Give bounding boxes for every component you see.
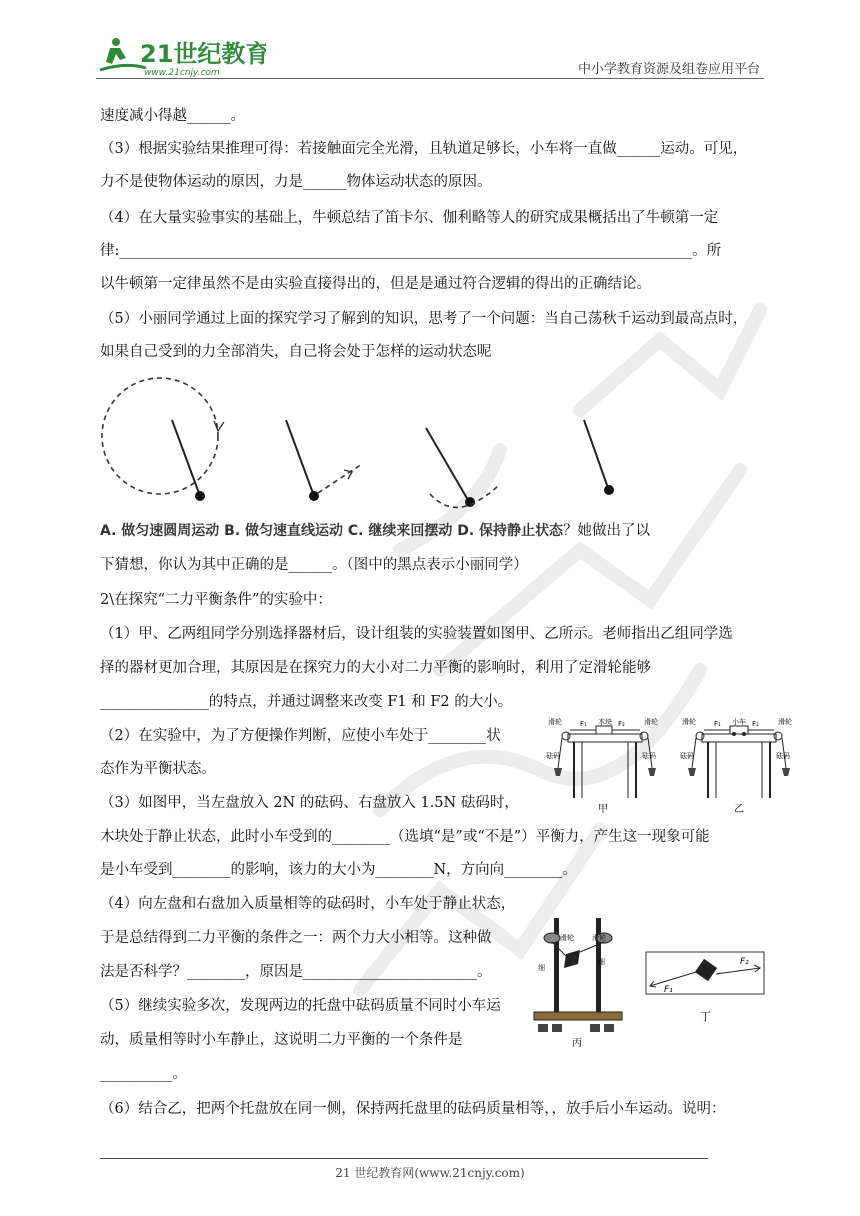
f2-label: F₂ <box>752 720 759 728</box>
footer-divider <box>100 1158 708 1159</box>
fig-yi-caption: 乙 <box>734 804 744 814</box>
logo-url: www.21cnjy.com <box>144 68 220 78</box>
figure-ding <box>644 950 768 1026</box>
f2-label: F₂ <box>618 720 625 728</box>
text-line: _______________的特点，并通过调整来改变 F1 和 F2 的大小。 <box>100 694 513 710</box>
pulley-label: 滑轮 <box>548 718 562 726</box>
pulley-label: 滑轮 <box>560 934 574 942</box>
footer-text: 21 世纪教育网(www.21cnjy.com) <box>335 1166 525 1180</box>
f1-label: F₁ <box>664 985 673 995</box>
text-line: 力不是使物体运动的原因，力是______物体运动状态的原因。 <box>100 174 492 190</box>
text-line: （5）继续实验多次，发现两边的托盘中砝码质量不同时小车运 <box>100 998 501 1014</box>
swing-question-tail: ？她做出了以 <box>563 523 651 539</box>
text-line <box>100 515 762 548</box>
text-line: 律:_______________________________________________________________________________。所 <box>100 243 722 259</box>
text-line: 于是总结得到二力平衡的条件之一：两个力大小相等。这种做 <box>100 930 492 946</box>
text-line: （2）在实验中，为了方便操作判断，应使小车处于________状 <box>100 728 501 744</box>
text-line: 速度减小得越______。 <box>100 108 245 124</box>
weight-label: 砝码 <box>680 752 694 760</box>
text-line: 择的器材更加合理，其原因是在探究力的大小对二力平衡的影响时，利用了定滑轮能够 <box>100 660 651 676</box>
fig-jia-caption: 甲 <box>598 804 608 814</box>
weight-label: 砝码 <box>642 752 656 760</box>
figure-bing <box>530 912 626 1050</box>
figure-yi <box>680 714 798 814</box>
swing-options-labels: A. 做匀速圆周运动 B. 做匀速直线运动 C. 继续来回摆动 D. 保持静止状态 <box>100 523 564 539</box>
swing-options-figure <box>100 376 660 516</box>
text-line: （1）甲、乙两组同学分别选择器材后，设计组装的实验装置如图甲、乙所示。老师指出乙组同学选 <box>100 626 733 642</box>
pulley-label: 滑轮 <box>682 718 696 726</box>
f1-label: F₁ <box>580 720 587 728</box>
text-line: 法是否科学？________，原因是________________________。 <box>100 964 492 980</box>
f1-label: F₁ <box>714 720 721 728</box>
text-line: （4）在大量实验事实的基础上，牛顿总结了笛卡尔、伽利略等人的研究成果概括出了牛顿第一定 <box>100 210 719 226</box>
block-label: 木块 <box>598 718 612 726</box>
text-line: （6）结合乙，把两个托盘放在同一侧，保持两托盘里的砝码质量相等，，放手后小车运动。说明： <box>100 1101 726 1117</box>
text-line: __________。 <box>100 1066 187 1082</box>
text-line: 是小车受到________的影响，该力的大小为________N，方向向________。 <box>100 862 577 878</box>
weight-label: 砝码 <box>546 752 560 760</box>
thread-label: 细 <box>598 958 605 966</box>
text-line: 2\在探究“二力平衡条件”的实验中： <box>100 592 332 608</box>
f2-label: F₂ <box>740 957 749 967</box>
pulley-label: 滑轮 <box>644 718 658 726</box>
site-logo <box>96 32 266 80</box>
figure-jia <box>546 714 664 814</box>
cart-label: 小车 <box>732 718 746 726</box>
fig-bing-caption: 丙 <box>572 1038 582 1049</box>
text-line: 以牛顿第一定律虽然不是由实验直接得出的，但是是通过符合逻辑的得出的正确结论。 <box>100 276 651 292</box>
logo-title: 21世纪教育 <box>140 40 266 68</box>
header-platform-name: 中小学教育资源及组卷应用平台 <box>577 62 760 77</box>
text-line: （4）向左盘和右盘加入质量相等的砝码时，小车处于静止状态， <box>100 896 516 912</box>
text-line: （3）如图甲，当左盘放入 2N 的砝码、右盘放入 1.5N 砝码时， <box>100 795 519 811</box>
text-line: （5）小丽同学通过上面的探究学习了解到的知识，思考了一个问题：当自己荡秋千运动到最高点时， <box>100 311 748 327</box>
text-line: （3）根据实验结果推理可得：若接触面完全光滑，且轨道足够长，小车将一直做______运动。可见， <box>100 141 748 157</box>
weight-label: 砝码 <box>776 752 790 760</box>
pulley-label: 滑轮 <box>778 718 792 726</box>
text-line: 如果自己受到的力全部消失，自己将会处于怎样的运动状态呢 <box>100 344 492 360</box>
header-divider <box>96 78 764 79</box>
thread-label: 细 <box>538 964 545 972</box>
fig-ding-caption: 丁 <box>700 1010 711 1023</box>
pulley-label: 滑轮 <box>592 934 606 942</box>
text-line: 下猜想，你认为其中正确的是______。（图中的黑点表示小丽同学） <box>100 557 528 573</box>
text-line: 木块处于静止状态，此时小车受到的________（选填“是”或“不是”）平衡力，产生这一现象可能 <box>100 829 710 845</box>
text-line: 态作为平衡状态。 <box>100 761 216 777</box>
text-line: 动，质量相等时小车静止，这说明二力平衡的一个条件是 <box>100 1032 463 1048</box>
